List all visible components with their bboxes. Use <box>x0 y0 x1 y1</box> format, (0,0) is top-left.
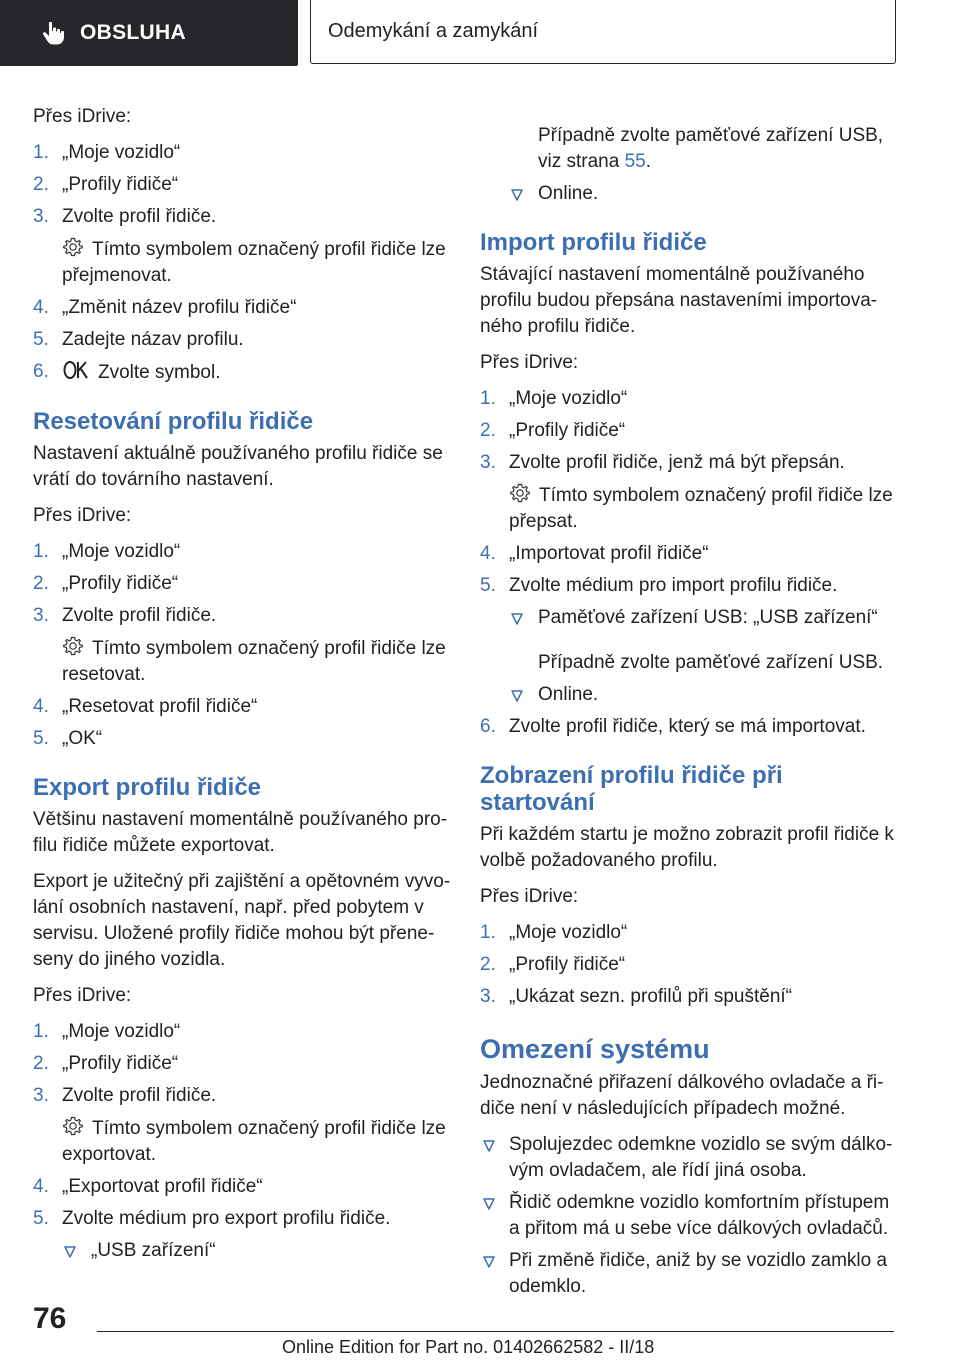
section-tab <box>0 0 298 66</box>
list-item: 4. „Změnit název profilu řidiče“ <box>33 297 297 318</box>
paragraph: Stávající nastavení momentálně používaného profilu budou přepsána nastaveními importovaného profilu řidiče. <box>480 264 878 337</box>
paragraph: Při každém startu je možno zobrazit profil řidiče k volbě požadovaného profilu. <box>480 824 894 871</box>
section-heading: Resetování profilu řidiče <box>33 408 314 435</box>
paragraph: Případně zvolte paměťové zařízení USB. <box>538 652 884 673</box>
chapter-title: Odemykání a zamykání <box>328 20 539 42</box>
paragraph: Nastavení aktuálně používaného profilu řidiče se vrátí do továrního nastavení. <box>33 443 443 490</box>
bullet-item: Řidič odemkne vozidlo komfortním přístupem a přitom má u sebe více dálkových ovladačů. <box>480 1190 898 1242</box>
bullet-item: Při změně řidiče, aniž by se vozidlo zamklo a odemklo. <box>480 1248 898 1300</box>
list-item: 3. Zvolte profil řidiče. <box>33 605 217 626</box>
list-item: 2. „Profily řidiče“ <box>480 420 626 441</box>
bullet-item: Paměťové zařízení USB: „USB zařízení“ <box>480 605 898 631</box>
list-item: 2. „Profily řidiče“ <box>33 573 179 594</box>
bullet-item: Spolujezdec odemkne vozidlo se svým dálkovým ovladačem, ale řídí jiná osoba. <box>480 1132 898 1184</box>
list-item: 6. Zvolte profil řidiče, který se má importovat. <box>480 716 866 737</box>
gear-icon <box>62 635 84 657</box>
triangle-bullet-icon <box>483 1256 495 1268</box>
list-item: 4. „Importovat profil řidiče“ <box>480 543 709 564</box>
gear-icon <box>62 236 84 258</box>
triangle-bullet-icon <box>64 1246 76 1258</box>
triangle-bullet-icon <box>511 189 523 201</box>
bullet-item: Online. <box>480 682 898 708</box>
via-label: Přes iDrive: <box>33 985 132 1006</box>
list-item: 5. Zadejte názav profilu. <box>33 329 244 350</box>
via-label: Přes iDrive: <box>33 106 132 127</box>
via-label: Přes iDrive: <box>480 352 579 373</box>
paragraph: Případně zvolte paměťové zařízení USB, viz strana 55. <box>538 125 884 172</box>
triangle-bullet-icon <box>483 1198 495 1210</box>
list-item: 2. „Profily řidiče“ <box>480 954 626 975</box>
note: Tímto symbolem označený profil řidiče lze přepsat. <box>480 482 898 535</box>
list-item: 5. Zvolte médium pro export profilu řidiče. <box>33 1208 391 1229</box>
page-header <box>0 0 960 66</box>
list-item: 4. „Resetovat profil řidiče“ <box>33 696 258 717</box>
hand-pointer-icon <box>40 20 66 46</box>
list-item: 2. „Profily řidiče“ <box>33 1053 179 1074</box>
ok-symbol-icon <box>62 359 90 381</box>
left-column <box>33 104 451 1270</box>
gear-icon <box>62 1115 84 1137</box>
page-number: 76 <box>33 1302 67 1335</box>
list-item: 3. Zvolte profil řidiče. <box>33 1085 217 1106</box>
list-item: 2. „Profily řidiče“ <box>33 174 179 195</box>
paragraph: Jednoznačné přiřazení dálkového ovladače a řidiče není v následujících případech možné. <box>480 1072 884 1119</box>
footer-divider <box>97 1331 894 1332</box>
section-heading: Import profilu řidiče <box>480 229 707 256</box>
paragraph: Export je užitečný při zajištění a opětovném vyvolání osobních nastavení, např. před pobytem v servisu. Uložené profily řidiče mohou být přeneseny do jiného vozidla. <box>33 871 451 970</box>
edition-text: Online Edition for Part no. 01402662582 - II/18 <box>282 1337 655 1357</box>
gear-icon <box>509 482 531 504</box>
triangle-bullet-icon <box>511 613 523 625</box>
chapter-tab <box>310 0 896 64</box>
right-column <box>480 104 898 1306</box>
list-item: 6. Zvolte symbol. <box>33 361 221 383</box>
chapter-heading: Omezení systému <box>480 1034 710 1064</box>
list-item: 1. „Moje vozidlo“ <box>33 541 181 562</box>
list-item: 1. „Moje vozidlo“ <box>33 1021 181 1042</box>
page-link[interactable]: 55 <box>624 151 646 172</box>
bullet-item: Online. <box>480 181 898 207</box>
note: Tímto symbolem označený profil řidiče lze exportovat. <box>33 1115 451 1168</box>
via-label: Přes iDrive: <box>480 886 579 907</box>
list-item: 1. „Moje vozidlo“ <box>480 388 628 409</box>
triangle-bullet-icon <box>511 690 523 702</box>
section-label: OBSLUHA <box>80 21 186 44</box>
list-item: 3. Zvolte profil řidiče, jenž má být přepsán. <box>480 452 845 473</box>
list-item: 4. „Exportovat profil řidiče“ <box>33 1176 263 1197</box>
note: Tímto symbolem označený profil řidiče lze přejmenovat. <box>33 236 451 289</box>
via-label: Přes iDrive: <box>33 505 132 526</box>
section-heading: Zobrazení profilu řidiče při startování <box>480 762 783 816</box>
list-item: 1. „Moje vozidlo“ <box>33 142 181 163</box>
paragraph: Většinu nastavení momentálně používaného profilu řidiče můžete exportovat. <box>33 809 448 856</box>
list-item: 1. „Moje vozidlo“ <box>480 922 628 943</box>
bullet-item: „USB zařízení“ <box>33 1238 451 1264</box>
list-item: 3. „Ukázat sezn. profilů při spuštění“ <box>480 986 793 1007</box>
triangle-bullet-icon <box>483 1140 495 1152</box>
note: Tímto symbolem označený profil řidiče lze resetovat. <box>33 635 451 688</box>
list-item: 5. Zvolte médium pro import profilu řidiče. <box>480 575 838 596</box>
list-item: 5. „OK“ <box>33 728 103 749</box>
list-item: 3. Zvolte profil řidiče. <box>33 206 217 227</box>
section-heading: Export profilu řidiče <box>33 774 262 801</box>
